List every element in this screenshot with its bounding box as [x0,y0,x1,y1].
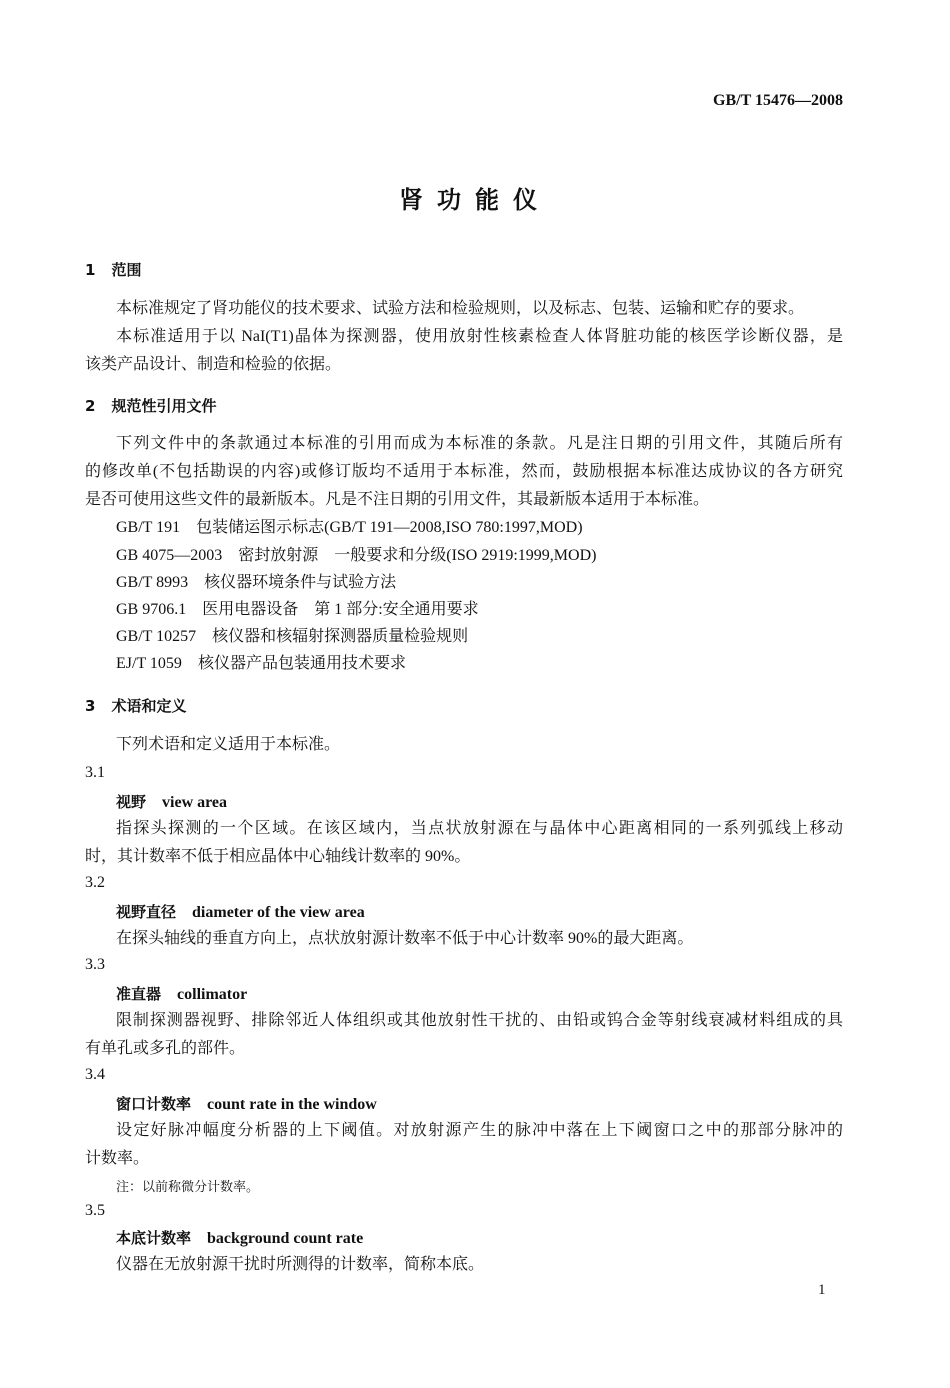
term-definition: 设定好脉冲幅度分析器的上下阈值。对放射源产生的脉冲中落在上下阈窗口之中的那部分脉冲的 [116,1122,843,1139]
section-3-heading [85,696,186,716]
standard-number: GB/T 15476—2008 [713,92,843,109]
term-en: background count rate [207,1230,364,1247]
term-definition: 仪器在无放射源干扰时所测得的计数率，简称本底。 [116,1256,485,1273]
term-en: diameter of the view area [192,904,365,921]
term-zh: 视野直径 [116,903,177,921]
term-note: 注：以前称微分计数率。 [116,1179,260,1194]
term-zh: 准直器 [116,985,162,1003]
document-title: 肾功能仪 [399,186,551,214]
reference-item [116,600,479,620]
ref-title: 包装储运图示标志(GB/T 191—2008,ISO 780:1997,MOD) [196,519,583,536]
section-number: 1 [85,261,96,279]
paragraph: 该类产品设计、制造和检验的依据。 [85,356,342,373]
ref-title: 核仪器环境条件与试验方法 [204,574,397,591]
section-number: 2 [85,397,96,415]
ref-code: GB 9706.1 [116,601,187,618]
ref-title: 医用电器设备 第 1 部分:安全通用要求 [202,601,479,618]
term-heading [116,792,227,813]
section-title: 范围 [111,261,142,279]
term-heading [116,1094,377,1115]
reference-item [116,518,583,538]
paragraph: 本标准规定了肾功能仪的技术要求、试验方法和检验规则，以及标志、包装、运输和贮存的要求。 [116,300,805,317]
term-definition: 有单孔或多孔的部件。 [85,1040,246,1057]
term-number: 3.3 [85,956,105,973]
term-number: 3.1 [85,764,105,781]
term-zh: 窗口计数率 [116,1095,192,1113]
term-definition: 指探头探测的一个区域。在该区域内，当点状放射源在与晶体中心距离相同的一系列弧线上移动 [116,820,843,837]
ref-code: GB/T 191 [116,519,181,536]
section-title: 规范性引用文件 [111,397,217,415]
paragraph: 的修改单(不包括勘误的内容)或修订版均不适用于本标准，然而，鼓励根据本标准达成协议的各方研究 [85,463,843,480]
term-zh: 本底计数率 [116,1229,192,1247]
term-heading [116,984,247,1005]
paragraph: 本标准适用于以 NaI(T1)晶体为探测器，使用放射性核素检查人体肾脏功能的核医学诊断仪器，是 [116,328,843,345]
section-1-heading [85,260,141,280]
section-title: 术语和定义 [111,697,187,715]
reference-item [116,573,396,593]
term-zh: 视野 [116,793,147,811]
ref-code: GB 4075—2003 [116,547,223,564]
term-en: view area [162,794,228,811]
term-definition: 计数率。 [85,1150,150,1167]
term-number: 3.5 [85,1202,105,1219]
ref-code: GB/T 10257 [116,628,197,645]
section-number: 3 [85,697,96,715]
term-definition: 在探头轴线的垂直方向上，点状放射源计数率不低于中心计数率 90%的最大距离。 [116,930,694,947]
term-heading [116,1228,363,1249]
term-number: 3.4 [85,1066,105,1083]
term-definition: 限制探测器视野、排除邻近人体组织或其他放射性干扰的、由铅或钨合金等射线衰减材料组成的具 [116,1012,843,1029]
ref-code: GB/T 8993 [116,574,189,591]
term-heading [116,902,365,923]
page-number: 1 [818,1282,826,1298]
ref-code: EJ/T 1059 [116,655,182,672]
paragraph: 是否可使用这些文件的最新版本。凡是不注日期的引用文件，其最新版本适用于本标准。 [85,491,710,508]
ref-title: 核仪器产品包装通用技术要求 [197,655,406,672]
term-definition: 时，其计数率不低于相应晶体中心轴线计数率的 90%。 [85,848,471,865]
term-en: collimator [177,986,248,1003]
ref-title: 密封放射源 一般要求和分级(ISO 2919:1999,MOD) [238,547,597,564]
reference-item [116,654,406,674]
reference-item [116,627,468,647]
ref-title: 核仪器和核辐射探测器质量检验规则 [212,628,469,645]
term-en: count rate in the window [207,1096,377,1113]
paragraph: 下列文件中的条款通过本标准的引用而成为本标准的条款。凡是注日期的引用文件，其随后所有 [116,435,843,452]
section-2-heading [85,396,216,416]
reference-item [116,546,596,566]
term-number: 3.2 [85,874,105,891]
paragraph: 下列术语和定义适用于本标准。 [116,736,341,753]
